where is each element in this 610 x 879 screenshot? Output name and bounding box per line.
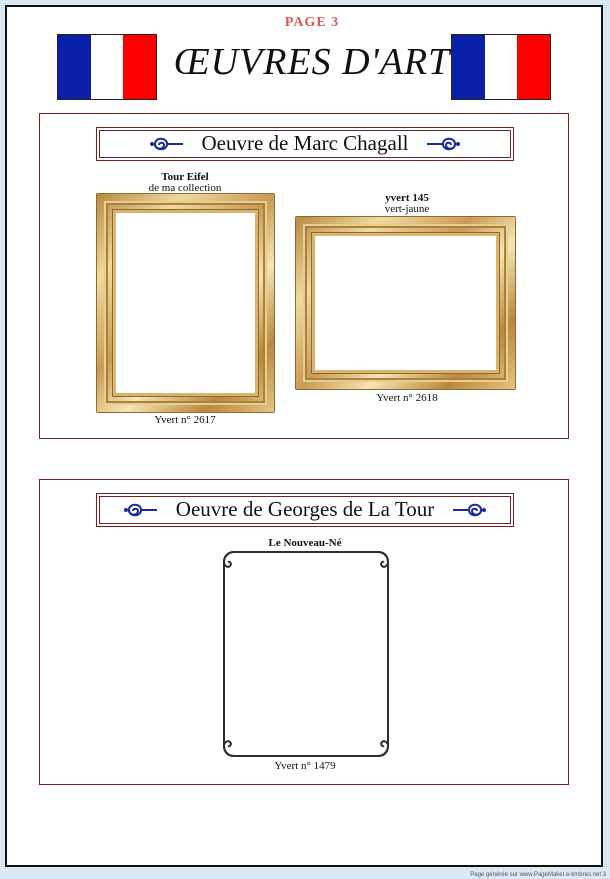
section-banner (96, 127, 514, 161)
ornament-right-icon (425, 132, 461, 156)
section-title: Oeuvre de Georges de La Tour (175, 497, 435, 521)
item-reference: Yvert n° 2618 (376, 392, 438, 404)
item-title: yvert 145 (385, 192, 429, 204)
item-reference: Yvert n° 1479 (274, 760, 336, 772)
french-flag-right (451, 34, 551, 100)
item-subtitle: vert-jaune (384, 203, 430, 215)
section-title: Oeuvre de Marc Chagall (201, 131, 409, 155)
footer-credit: Page générée sur www.PageMaker.e-timbres.net 3 (470, 872, 606, 878)
ornament-right-icon (451, 498, 487, 522)
item-title: Le Nouveau-Né (268, 537, 342, 549)
scroll-corner-frame (220, 548, 392, 760)
french-flag-left (57, 34, 157, 100)
album-page (5, 5, 603, 867)
item-reference: Yvert n° 2617 (154, 414, 216, 426)
item-title: Tour Eifel (161, 171, 209, 183)
gold-frame-portrait (97, 194, 274, 412)
section-de-la-tour (39, 479, 569, 785)
section-banner (96, 493, 514, 527)
gold-frame-landscape (296, 217, 515, 389)
site-stamp: PAGE 3 (284, 15, 340, 30)
page-title: ŒUVRES D'ART (173, 41, 451, 83)
section-chagall (39, 113, 569, 439)
item-subtitle: de ma collection (148, 182, 222, 194)
